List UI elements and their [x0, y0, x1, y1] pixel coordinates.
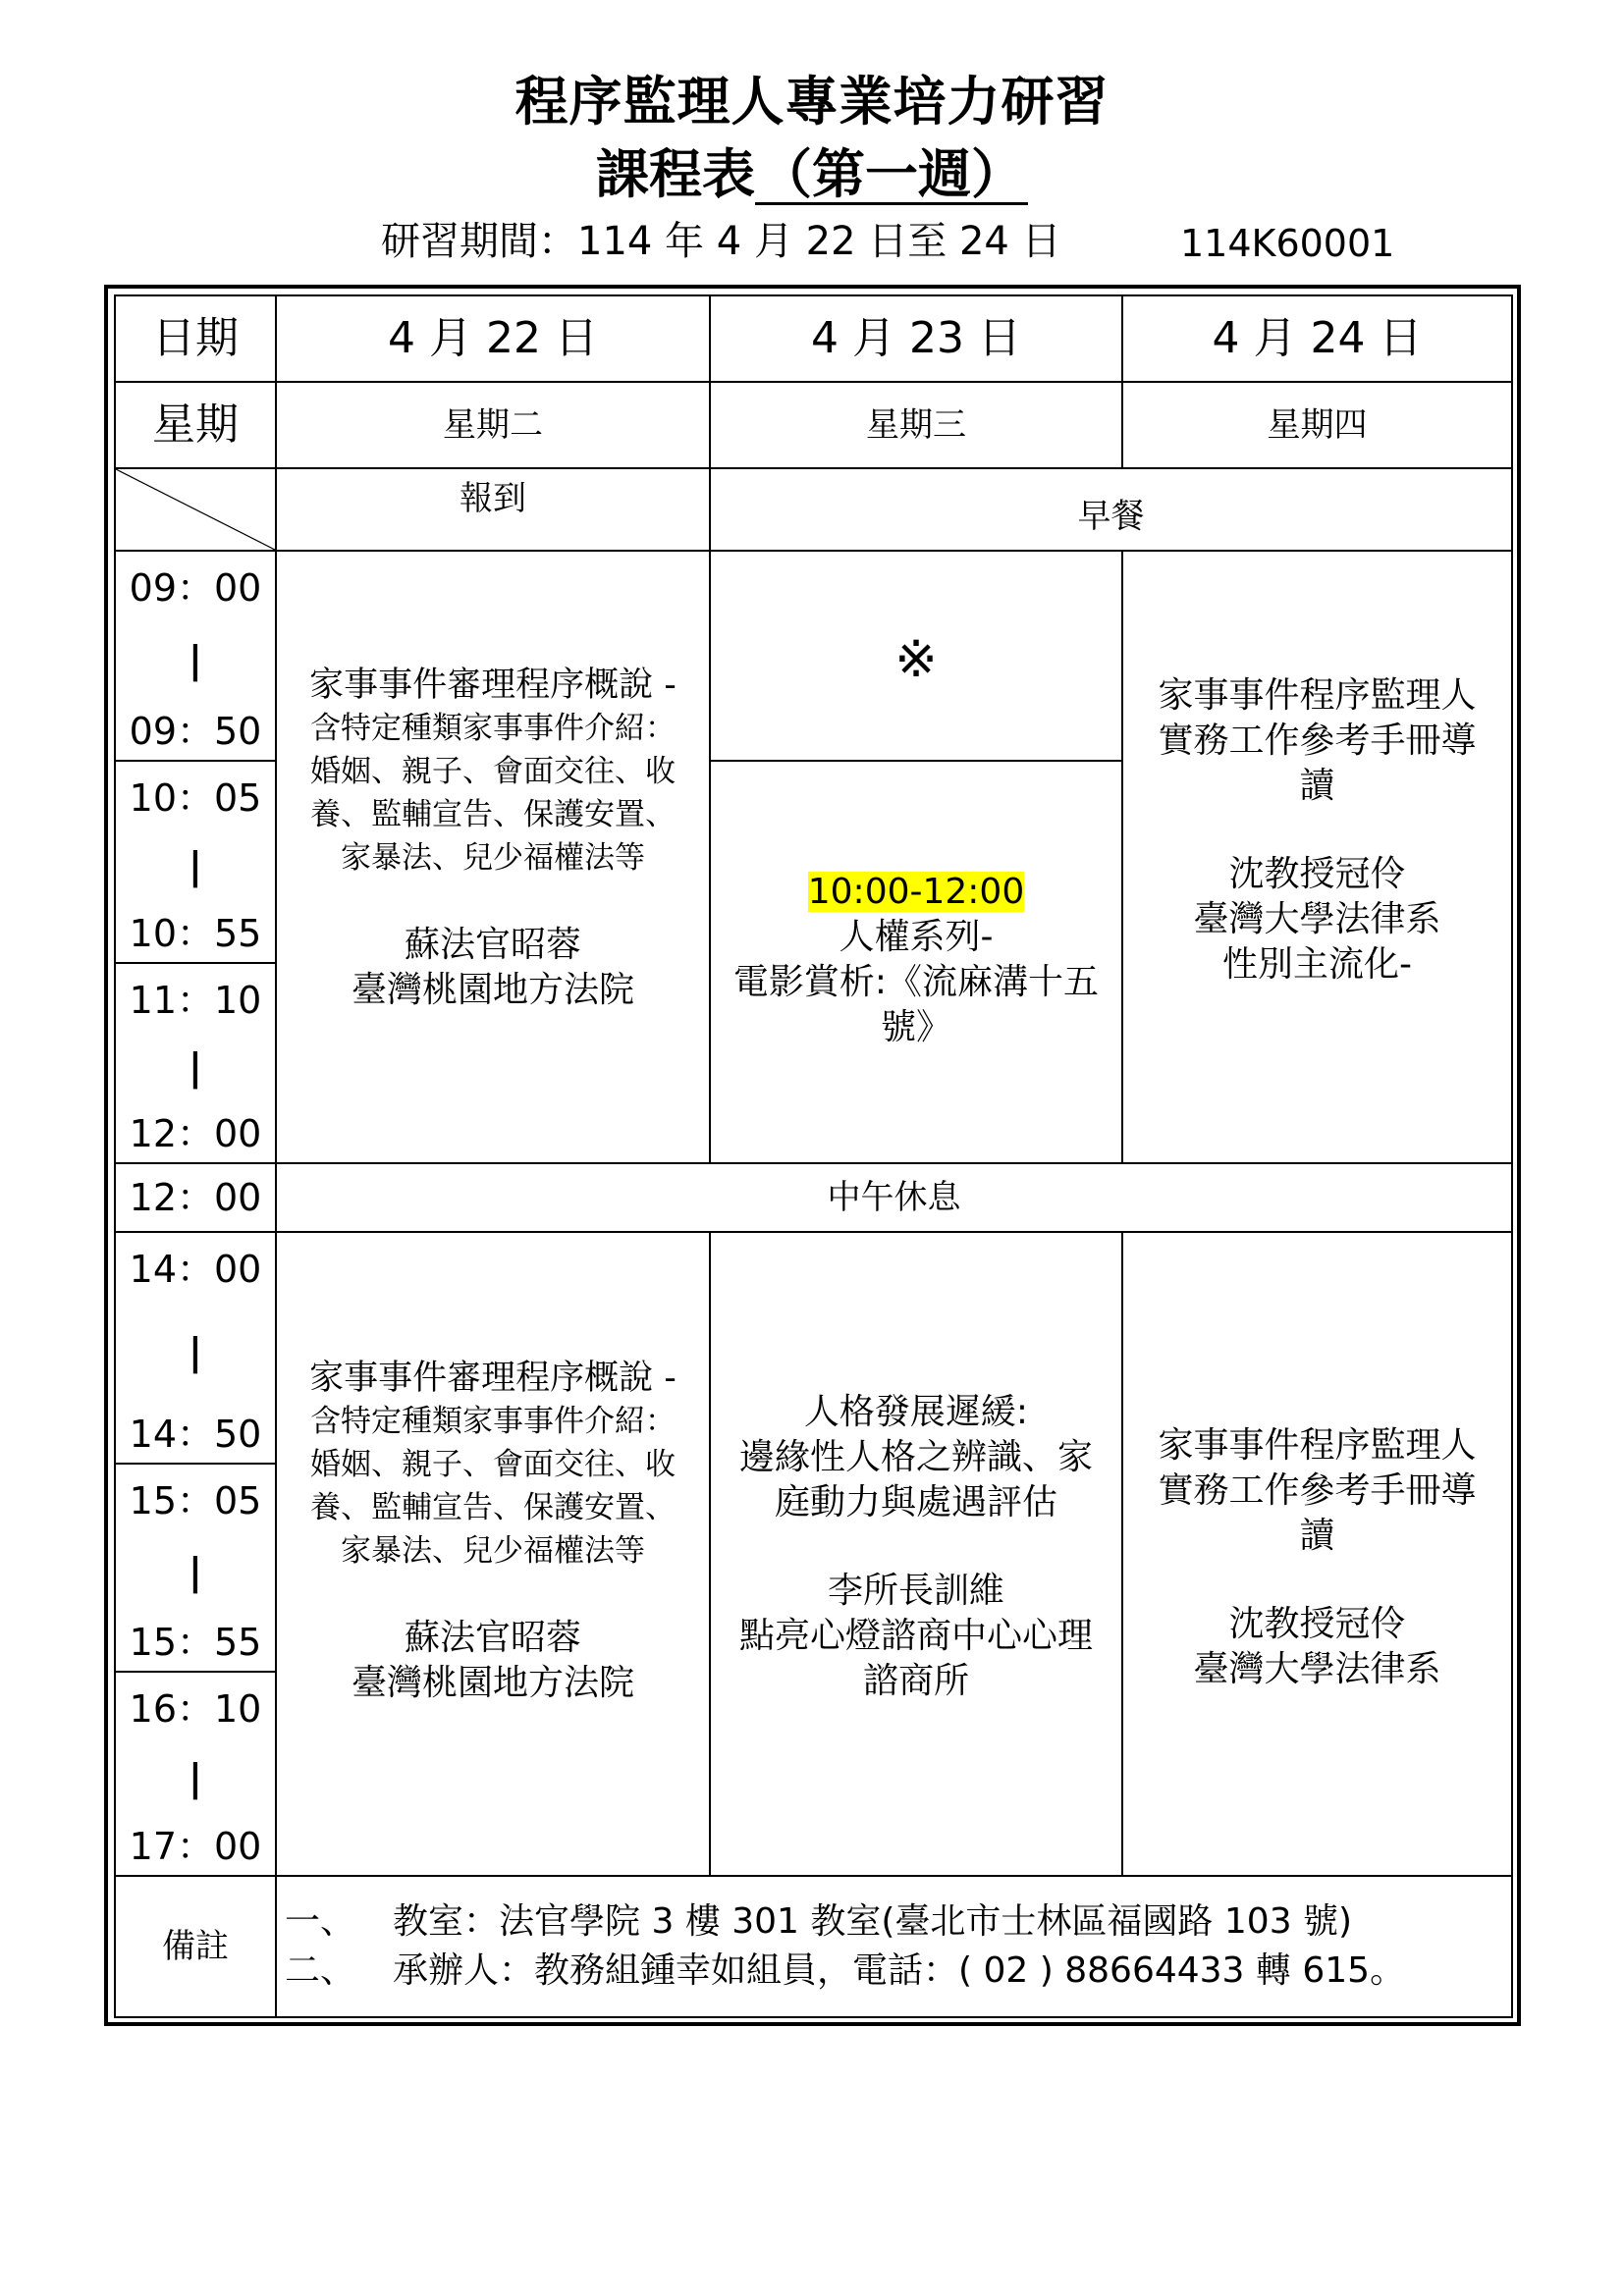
time-slot-3: [115, 963, 276, 1163]
course-title: 家事事件程序監理人: [1158, 1425, 1477, 1466]
note-number: 二、: [285, 1950, 356, 1991]
date-day3: 4 月 24 日: [1122, 295, 1512, 382]
time-end: 14：50: [129, 1413, 262, 1456]
time-start: 10：05: [129, 776, 262, 820]
course-detail: 家暴法、兒少福權法等: [341, 840, 645, 876]
lecturer-org: 臺灣桃園地方法院: [351, 1663, 634, 1703]
afternoon-course-day2: [710, 1232, 1122, 1876]
page-title: 程序監理人專業培力研習: [514, 71, 1110, 133]
time-end: 17：00: [129, 1825, 262, 1868]
lecturer: 蘇法官昭蓉: [404, 1618, 581, 1658]
course-title: 電影賞析:《流麻溝十五: [732, 962, 1100, 1002]
weekday-day1: 星期二: [276, 382, 710, 468]
breakfast-cell: 早餐: [710, 468, 1512, 551]
course-detail: 婚姻、親子、會面交往、收: [310, 1447, 676, 1482]
course-title: 庭動力與處遇評估: [774, 1482, 1057, 1522]
date-label: 日期: [115, 295, 276, 382]
course-title: 號》: [880, 1007, 951, 1047]
course-detail: 養、監輔宣告、保護安置、: [310, 797, 676, 832]
note-number: 一、: [285, 1901, 356, 1942]
date-row: [115, 295, 1512, 382]
afternoon-course-day1: [276, 1232, 710, 1876]
afternoon-course-day3: [1122, 1232, 1512, 1876]
course-title: 邊緣性人格之辨識、家: [738, 1437, 1093, 1477]
course-title: 實務工作參考手冊導: [1158, 1470, 1477, 1511]
lunch-time: 12：00: [115, 1163, 276, 1232]
reference-mark: ※: [894, 630, 938, 689]
morning-course-day2-slot2: [710, 761, 1122, 1163]
time-slot-1: [115, 551, 276, 761]
training-period: 研習期間：114 年 4 月 22 日至 24 日: [381, 219, 1061, 264]
lunch-break: 中午休息: [276, 1163, 1512, 1232]
weekday-row: [115, 382, 1512, 468]
time-separator: |: [189, 1550, 202, 1593]
notes-label: 備註: [115, 1876, 276, 2017]
course-title: 家事事件程序監理人: [1158, 675, 1477, 716]
subtitle-week: （第一週）: [755, 147, 1028, 205]
subtitle-prefix: 課程表: [596, 143, 755, 205]
course-title: 實務工作參考手冊導: [1158, 721, 1477, 761]
course-code: 114K60001: [1180, 222, 1395, 265]
time-separator: |: [189, 638, 202, 681]
time-start: 14：00: [129, 1248, 262, 1291]
morning-course-day2-slot1: [710, 551, 1122, 761]
time-end: 10：55: [129, 912, 262, 955]
lecturer-org: 諮商所: [862, 1661, 969, 1701]
lecturer: 沈教授冠伶: [1228, 854, 1406, 894]
time-start: 15：05: [129, 1479, 262, 1522]
lecturer-org: 臺灣桃園地方法院: [351, 970, 634, 1010]
time-slot-5: [115, 1464, 276, 1672]
weekday-day2: 星期三: [710, 382, 1122, 468]
time-slot-2: [115, 761, 276, 963]
course-title: 家事事件審理程序概說 -: [309, 666, 677, 705]
course-title: 家事事件審理程序概說 -: [309, 1359, 677, 1398]
morning-course-day3: [1122, 551, 1512, 1163]
notes-row: [115, 1876, 1512, 2017]
time-separator: |: [189, 1045, 202, 1089]
page-subtitle: [0, 143, 1624, 206]
course-title: 人格發展遲緩:: [803, 1392, 1029, 1432]
lecturer-org: 點亮心燈諮商中心心理: [738, 1616, 1093, 1656]
note-text: 教室：法官學院 3 樓 301 教室(臺北市士林區福國路 103 號): [393, 1901, 1353, 1942]
highlighted-time: 10:00-12:00: [807, 872, 1025, 912]
lunch-row: [115, 1163, 1512, 1232]
weekday-label: 星期: [115, 382, 276, 468]
course-subtitle: 含特定種類家事事件介紹：: [310, 711, 676, 746]
time-start: 16：10: [129, 1687, 262, 1731]
course-note: 性別主流化-: [1222, 944, 1412, 985]
diagonal-cell: [115, 468, 276, 551]
schedule-table: [114, 294, 1513, 2018]
lecturer-org: 臺灣大學法律系: [1193, 899, 1441, 939]
notes-content: [276, 1876, 1512, 2017]
date-day2: 4 月 23 日: [710, 295, 1122, 382]
time-end: 15：55: [129, 1621, 262, 1664]
time-separator: |: [189, 844, 202, 887]
course-detail: 家暴法、兒少福權法等: [341, 1533, 645, 1569]
lecturer-org: 臺灣大學法律系: [1193, 1649, 1441, 1689]
time-end: 09：50: [129, 710, 262, 753]
checkin-cell: 報到: [276, 468, 710, 551]
course-detail: 婚姻、親子、會面交往、收: [310, 754, 676, 789]
time-start: 09：00: [129, 566, 262, 610]
lecturer: 李所長訓維: [827, 1571, 1004, 1611]
morning-course-day1: [276, 551, 710, 1163]
arrival-row: [115, 468, 1512, 551]
course-title: 人權系列-: [839, 917, 994, 957]
afternoon-slot-1: [115, 1232, 1512, 1464]
course-title: 讀: [1299, 1516, 1335, 1556]
time-end: 12：00: [129, 1112, 262, 1155]
time-slot-4: [115, 1232, 276, 1464]
time-start: 11：10: [129, 979, 262, 1022]
date-day1: 4 月 22 日: [276, 295, 710, 382]
lecturer: 蘇法官昭蓉: [404, 925, 581, 965]
time-separator: |: [189, 1330, 202, 1373]
lecturer: 沈教授冠伶: [1228, 1604, 1406, 1644]
morning-slot-1: [115, 551, 1512, 761]
note-item: [285, 1897, 1511, 1947]
course-detail: 養、監輔宣告、保護安置、: [310, 1490, 676, 1525]
time-separator: |: [189, 1756, 202, 1799]
weekday-day3: 星期四: [1122, 382, 1512, 468]
time-slot-6: [115, 1672, 276, 1876]
diagonal-line: [116, 469, 275, 550]
note-text: 承辦人：教務組鍾幸如組員，電話：( 02 ) 88664433 轉 615。: [393, 1950, 1406, 1991]
course-subtitle: 含特定種類家事事件介紹：: [310, 1404, 676, 1439]
course-title: 讀: [1299, 766, 1335, 806]
note-item: [285, 1947, 1511, 1996]
